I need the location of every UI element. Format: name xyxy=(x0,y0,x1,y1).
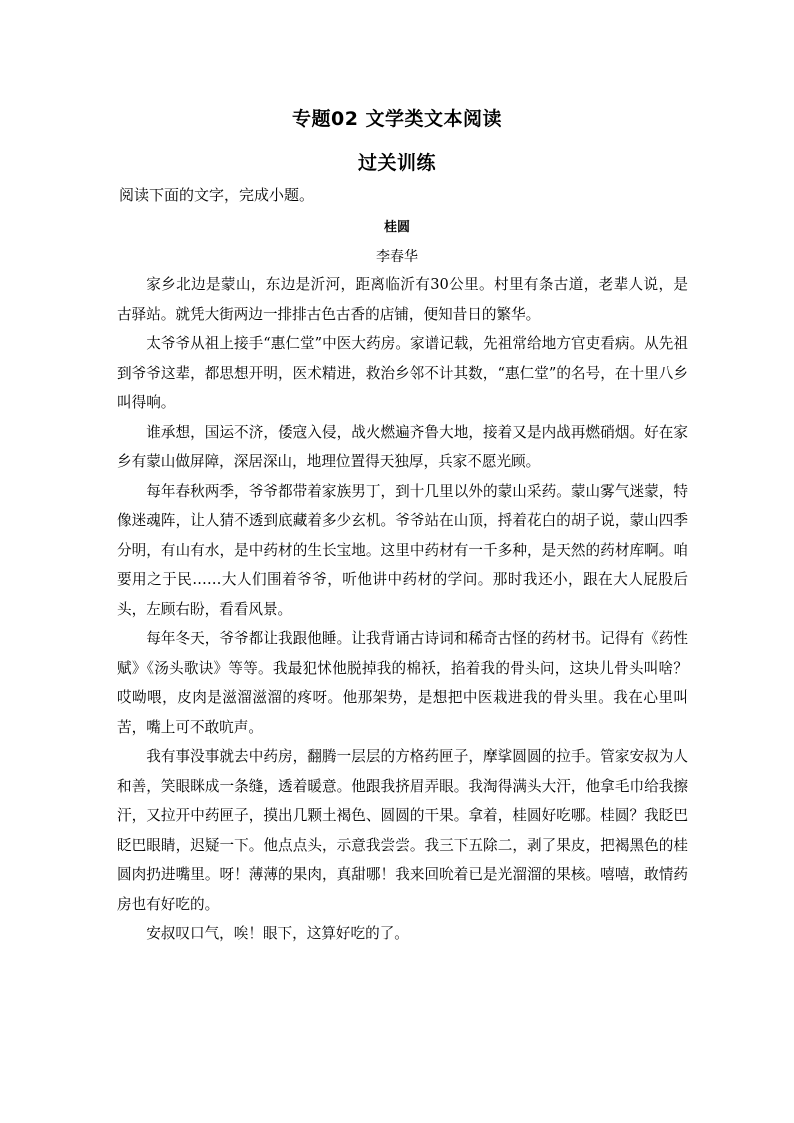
story-body xyxy=(117,270,688,949)
story-author: 李春华 xyxy=(376,249,418,265)
paragraph: 太爷爷从祖上接手“惠仁堂”中医大药房。家谱记载，先祖常给地方官吏看病。从先祖到爷爷这辈，都思想开明，医术精进，救治乡邻不计其数，“惠仁堂”的名号，在十里八乡叫得响。 xyxy=(117,335,688,411)
paragraph: 我有事没事就去中药房，翻腾一层层的方格药匣子，摩挲圆圆的拉手。管家安叔为人和善，笑眼眯成一条缝，透着暖意。他跟我挤眉弄眼。我淘得满头大汗，他拿毛巾给我擦汗，又拉开中药匣子，摸出几颗土褐色、圆圆的干果。拿着，桂圆好吃哪。桂圆？我眨巴眨巴眼睛，迟疑一下。他点点头，示意我尝尝。我三下五除二，剥了果皮，把褐黑色的桂圆肉扔进嘴里。呀！薄薄的果肉，真甜哪！我来回吮着已是光溜溜的果核。嘻嘻，敢情药房也有好吃的。 xyxy=(117,748,688,913)
paragraph: 每年冬天，爷爷都让我跟他睡。让我背诵古诗词和稀奇古怪的药材书。记得有《药性赋》《汤头歌诀》等等。我最犯怵他脱掉我的棉袄，掐着我的骨头问，这块儿骨头叫啥？哎呦喂，皮肉是滋溜滋溜的疼呀。他那架势，是想把中医栽进我的骨头里。我在心里叫苦，嘴上可不敢吭声。 xyxy=(117,630,688,736)
paragraph: 谁承想，国运不济，倭寇入侵，战火燃遍齐鲁大地，接着又是内战再燃硝烟。好在家乡有蒙山做屏障，深居深山，地理位置得天独厚，兵家不愿光顾。 xyxy=(117,423,688,470)
paragraph: 家乡北边是蒙山，东边是沂河，距离临沂有30公里。村里有条古道，老辈人说，是古驿站。就凭大街两边一排排古色古香的店铺，便知昔日的繁华。 xyxy=(117,276,688,323)
paragraph: 安叔叹口气，唉！眼下，这算好吃的了。 xyxy=(146,925,409,942)
reading-instruction: 阅读下面的文字，完成小题。 xyxy=(119,186,315,204)
document-title: 专题02 文学类文本阅读 xyxy=(291,108,503,130)
story-title: 桂圆 xyxy=(383,220,410,235)
paragraph: 每年春秋两季，爷爷都带着家族男丁，到十几里以外的蒙山采药。蒙山雾气迷蒙，特像迷魂阵，让人猜不透到底藏着多少玄机。爷爷站在山顶，捋着花白的胡子说，蒙山四季分明，有山有水，是中药材的生长宝地。这里中药材有一千多种，是天然的药材库啊。咱要用之于民……大人们围着爷爷，听他讲中药材的学问。那时我还小，跟在大人屁股后头，左顾右盼，看看风景。 xyxy=(117,482,688,618)
document-subtitle: 过关训练 xyxy=(357,152,436,174)
